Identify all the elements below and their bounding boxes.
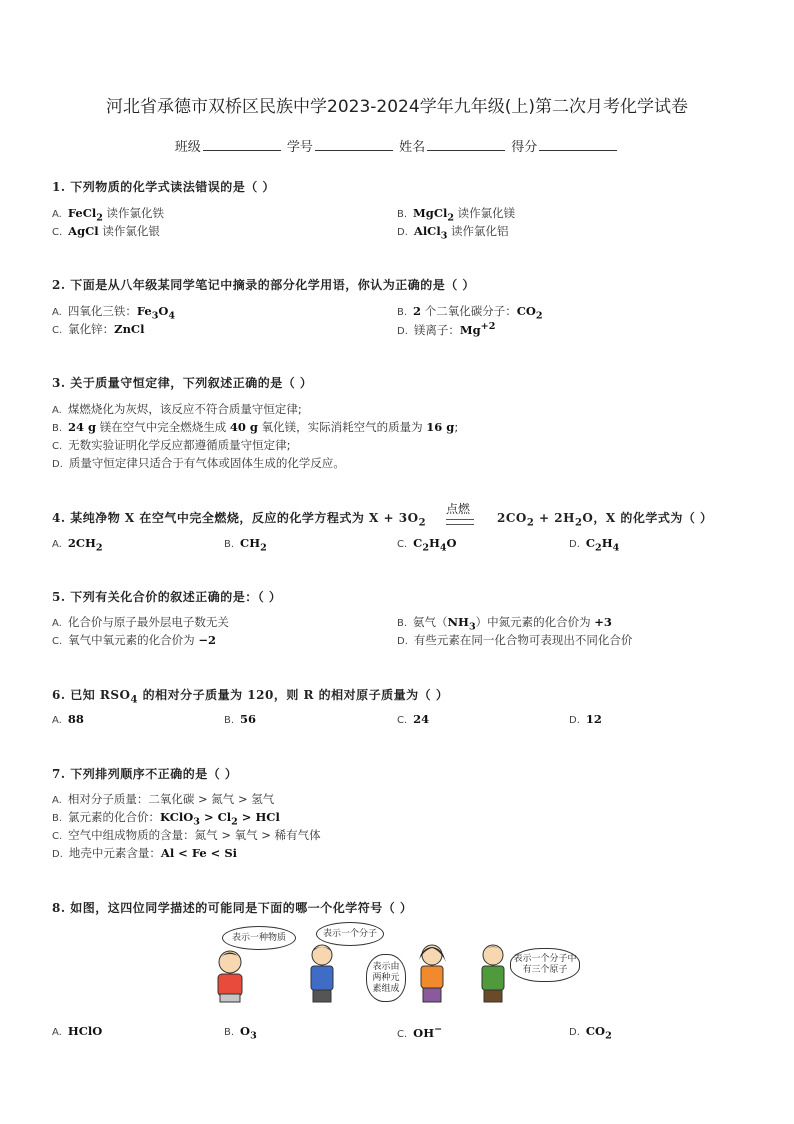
question-3-option-d: D. 质量守恒定律只适合于有气体或固体生成的化学反应。 bbox=[52, 456, 345, 470]
question-2-stem: 2. 下面是从八年级某同学笔记中摘录的部分化学用语，你认为正确的是（ ） bbox=[52, 278, 475, 292]
students-cartoon bbox=[210, 920, 590, 1010]
question-4-stem-part2: $2CO_2 + 2H_2O$，X 的化学式为（ ） bbox=[497, 511, 713, 529]
question-4-stem-part1: 4. 某纯净物 X 在空气中完全燃烧，反应的化学方程式为 $X + 3O_2$ bbox=[52, 511, 427, 529]
student-info-line bbox=[0, 136, 794, 155]
question-8-option-d: D. $CO_2$ bbox=[569, 1024, 612, 1042]
question-1-option-d: D. AlCl$_3$ 读作氯化铝 bbox=[397, 224, 509, 242]
question-5-option-a: A. 化合价与原子最外层电子数无关 bbox=[52, 615, 229, 629]
question-2-option-a: A. 四氧化三铁：$Fe_3O_4$ bbox=[52, 304, 176, 322]
score-label: 得分 bbox=[511, 140, 538, 155]
name-label: 姓名 bbox=[399, 140, 426, 155]
student-2-figure bbox=[302, 942, 342, 1004]
question-7-stem: 7. 下列排列顺序不正确的是（ ） bbox=[52, 767, 238, 781]
question-3-option-a: A. 煤燃烧化为灰烬，该反应不符合质量守恒定律; bbox=[52, 402, 302, 416]
question-7-option-b: B. 氯元素的化合价：KClO$_3$ > $Cl_2$ > HCl bbox=[52, 810, 280, 828]
speech-bubble-2: 表示一个分子 bbox=[316, 922, 384, 946]
speech-bubble-1: 表示一种物质 bbox=[222, 926, 296, 950]
question-1-option-c: C. AgCl 读作氯化银 bbox=[52, 224, 160, 238]
question-6-option-d: D. 12 bbox=[569, 712, 602, 726]
question-8-option-c: C. OH− bbox=[397, 1024, 443, 1040]
name-blank bbox=[427, 138, 505, 151]
student-1-figure bbox=[210, 948, 252, 1004]
question-6-option-c: C. 24 bbox=[397, 712, 430, 726]
question-6-stem: 6. 已知 $RSO_4$ 的相对分子质量为 120，则 R 的相对原子质量为（ ） bbox=[52, 688, 449, 706]
class-blank bbox=[203, 138, 281, 151]
question-8-option-a: A. HClO bbox=[52, 1024, 103, 1038]
question-4-option-d: D. $C_2H_4$ bbox=[569, 536, 620, 554]
question-3-stem: 3. 关于质量守恒定律，下列叙述正确的是（ ） bbox=[52, 376, 313, 390]
question-1-stem: 1. 下列物质的化学式读法错误的是（ ） bbox=[52, 180, 275, 194]
question-1-option-b: B. MgCl$_2$ 读作氯化镁 bbox=[397, 206, 516, 224]
id-blank bbox=[315, 138, 393, 151]
question-4-option-b: B. $CH_2$ bbox=[224, 536, 267, 554]
question-3-option-b: B. 24 g 镁在空气中完全燃烧生成 40 g 氧化镁，实际消耗空气的质量为 16 g; bbox=[52, 420, 459, 434]
question-2-option-d: D. 镁离子：$Mg^{+2}$ bbox=[397, 321, 496, 337]
question-6-option-a: A. 88 bbox=[52, 712, 84, 726]
student-4-figure bbox=[472, 942, 514, 1004]
question-6-option-b: B. 56 bbox=[224, 712, 257, 726]
question-7-option-a: A. 相对分子质量：二氧化碳 > 氮气 > 氢气 bbox=[52, 792, 275, 806]
student-3-figure bbox=[410, 942, 454, 1004]
question-7-option-d: D. 地壳中元素含量：Al < Fe < Si bbox=[52, 846, 237, 860]
speech-bubble-3: 表示由两种元素组成 bbox=[366, 954, 406, 1002]
question-5-option-c: C. 氧气中氧元素的化合价为 −2 bbox=[52, 633, 216, 647]
question-5-option-b: B. 氨气$(NH_3)$中氮元素的化合价为 +3 bbox=[397, 615, 612, 633]
question-2-option-c: C. 氯化锌：ZnCl bbox=[52, 322, 145, 336]
question-4-option-a: A. $2CH_2$ bbox=[52, 536, 103, 554]
question-5-option-d: D. 有些元素在同一化合物可表现出不同化合价 bbox=[397, 633, 633, 647]
score-blank bbox=[539, 138, 617, 151]
question-7-option-c: C. 空气中组成物质的含量：氮气 > 氧气 > 稀有气体 bbox=[52, 828, 321, 842]
question-8-stem: 8. 如图，这四位同学描述的可能同是下面的哪一个化学符号（ ） bbox=[52, 901, 413, 915]
id-label: 学号 bbox=[286, 140, 313, 155]
question-2-option-b: B. 2 个二氧化碳分子：$CO_2$ bbox=[397, 304, 543, 322]
question-3-option-c: C. 无数实验证明化学反应都遵循质量守恒定律; bbox=[52, 438, 291, 452]
reaction-equals-sign bbox=[446, 519, 474, 525]
question-5-stem: 5. 下列有关化合价的叙述正确的是：（ ） bbox=[52, 590, 282, 604]
reaction-condition-ignite: 点燃 bbox=[446, 502, 471, 516]
speech-bubble-4: 表示一个分子中有三个原子 bbox=[510, 948, 580, 982]
question-8-option-b: B. $O_3$ bbox=[224, 1024, 257, 1042]
class-label: 班级 bbox=[174, 140, 201, 155]
exam-title: 河北省承德市双桥区民族中学2023-2024学年九年级(上)第二次月考化学试卷 bbox=[106, 97, 688, 117]
question-1-option-a: A. FeCl$_2$ 读作氯化铁 bbox=[52, 206, 165, 224]
question-4-option-c: C. $C_2H_4O$ bbox=[397, 536, 457, 554]
